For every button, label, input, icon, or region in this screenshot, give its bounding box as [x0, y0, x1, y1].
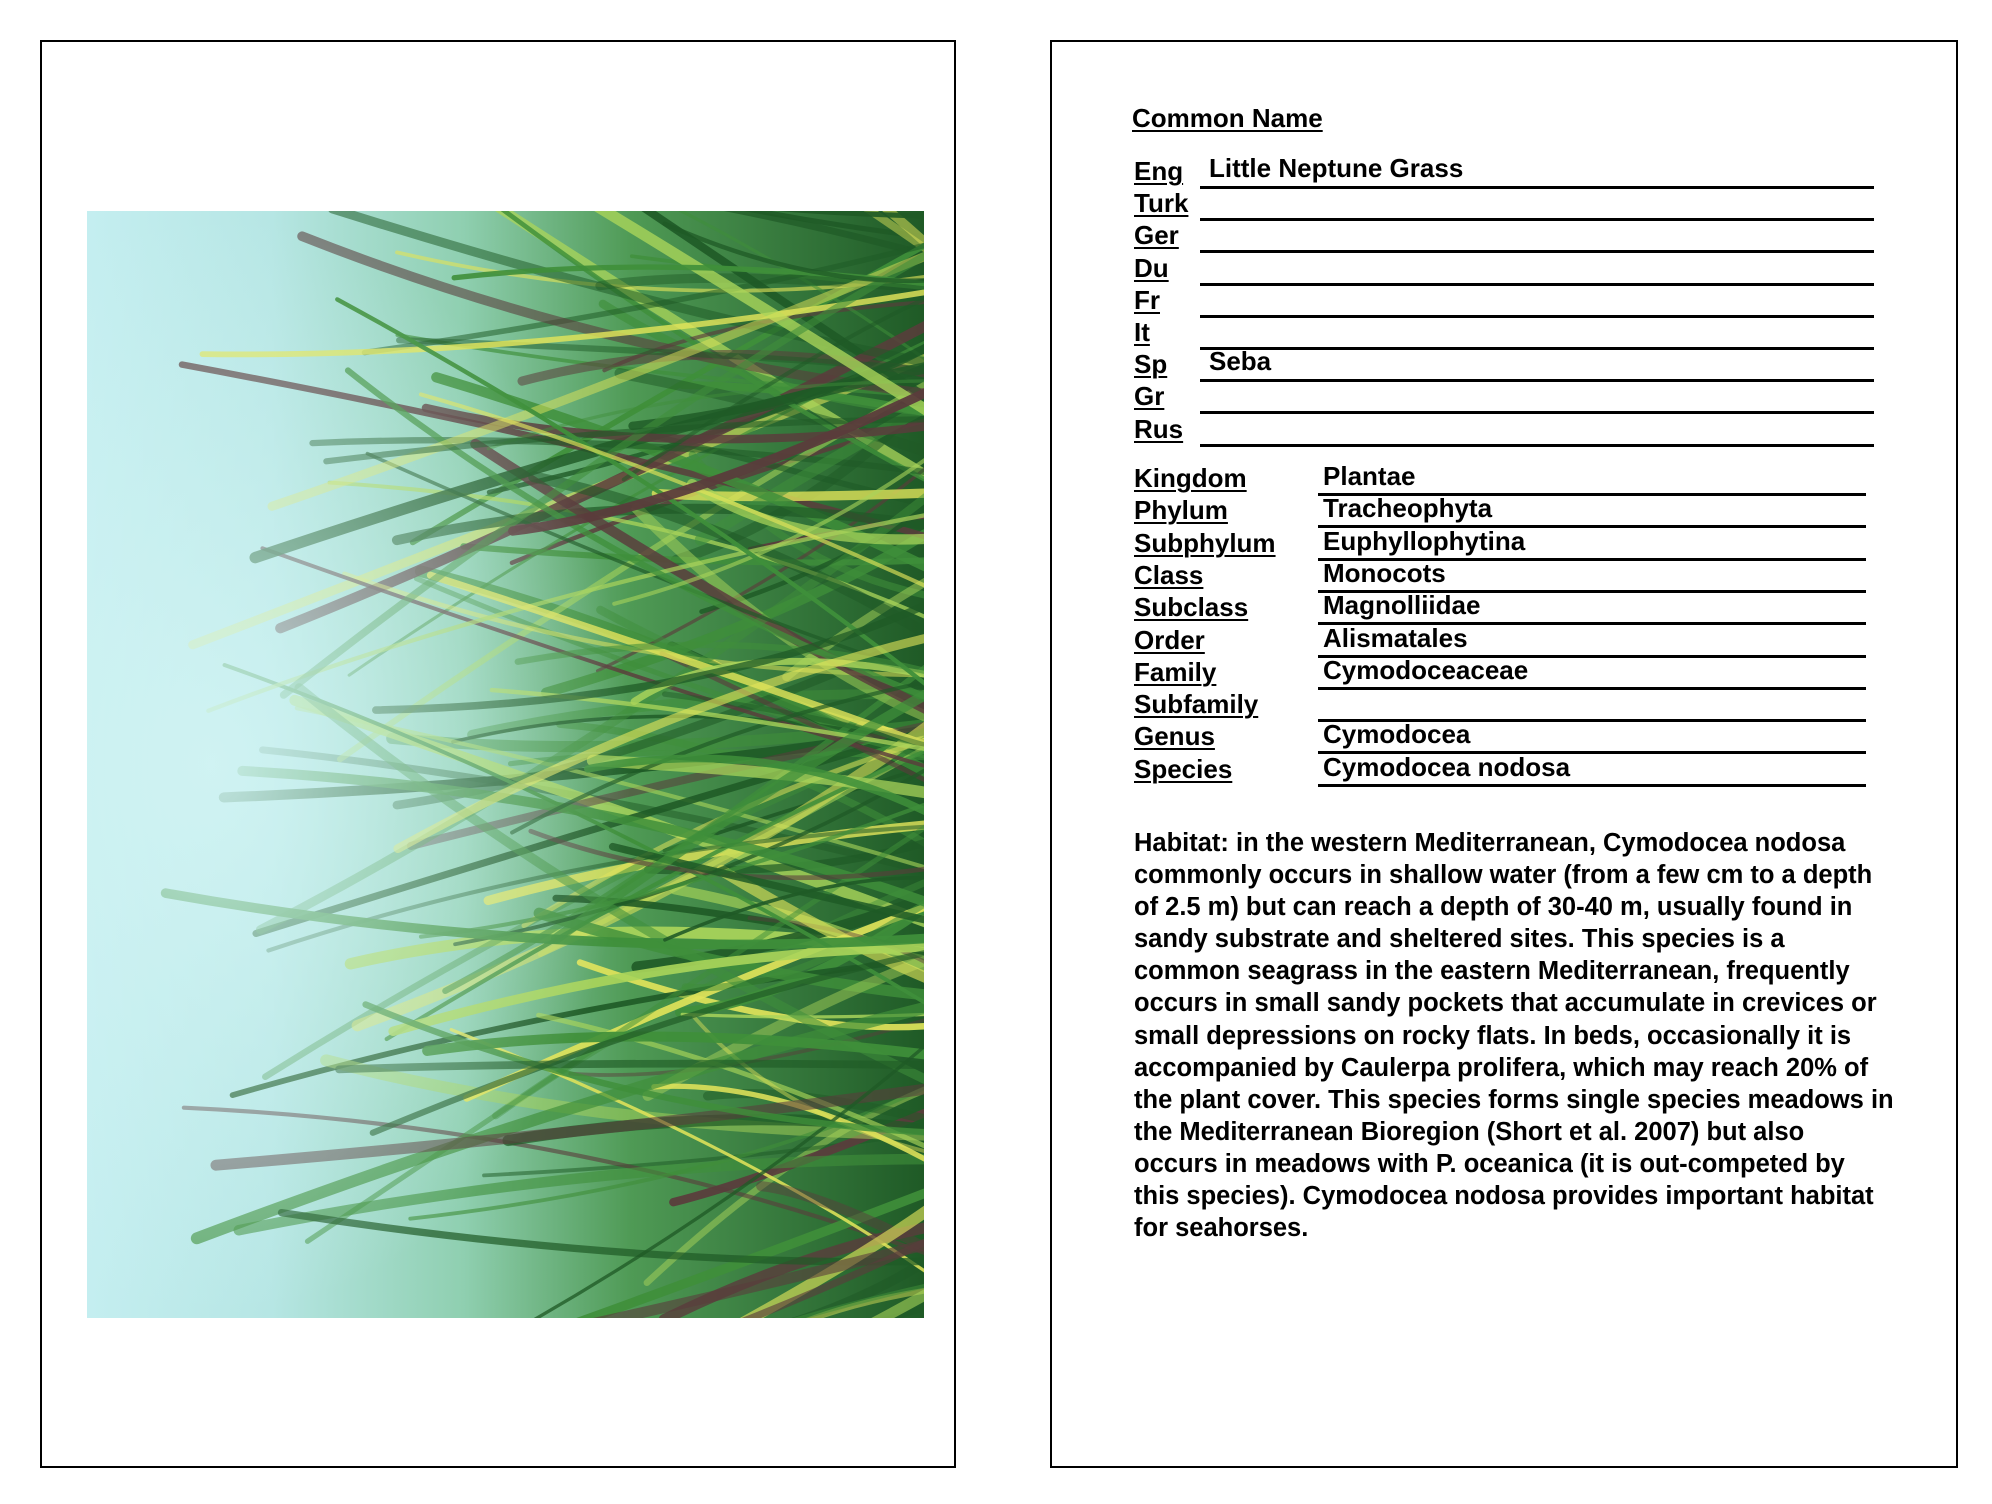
common-name-row	[1134, 415, 1874, 447]
taxonomy-row	[1134, 654, 1866, 690]
taxonomy-rank: Genus	[1134, 721, 1215, 752]
common-name-row	[1134, 189, 1874, 221]
common-name-row	[1134, 254, 1874, 286]
taxonomy-rank: Order	[1134, 624, 1205, 655]
language-code: Rus	[1134, 413, 1184, 444]
common-name-row	[1134, 286, 1874, 318]
taxonomy-rank: Kingdom	[1134, 463, 1247, 493]
taxonomy-value: Monocots	[1323, 557, 1446, 588]
language-value-line	[1200, 153, 1874, 189]
language-value-line	[1200, 220, 1874, 253]
language-code: Sp	[1134, 349, 1168, 380]
taxonomy-rank: Subphylum	[1134, 527, 1276, 558]
taxonomy-value-line	[1318, 525, 1866, 561]
taxonomy-row	[1134, 690, 1866, 722]
taxonomy-value: Cymodoceaceae	[1323, 654, 1529, 685]
taxonomy-value: Plantae	[1323, 461, 1416, 491]
taxonomy-value-line	[1318, 721, 1866, 754]
taxonomy-rank: Family	[1134, 656, 1217, 687]
taxonomy-rank: Phylum	[1134, 495, 1228, 526]
seagrass-photo	[87, 211, 924, 1318]
taxonomy-value: Cymodocea	[1323, 719, 1471, 750]
taxonomy-rank: Species	[1134, 753, 1233, 784]
language-value-line	[1200, 317, 1874, 350]
common-name-row	[1134, 382, 1874, 414]
language-value-line	[1200, 414, 1874, 447]
taxonomy-value-line	[1318, 557, 1866, 593]
taxonomy-value-line	[1318, 495, 1866, 528]
language-code: Eng	[1134, 156, 1184, 186]
language-code: Turk	[1134, 188, 1189, 219]
language-value-line	[1200, 285, 1874, 318]
taxonomy-rank: Subclass	[1134, 592, 1249, 623]
language-value-line	[1200, 346, 1874, 382]
taxonomy-value: Magnolliidae	[1323, 590, 1481, 621]
photo-card	[40, 40, 956, 1468]
taxonomy-value: Cymodocea nodosa	[1323, 751, 1571, 782]
taxonomy-value-line	[1318, 592, 1866, 625]
taxonomy-value-line	[1318, 654, 1866, 690]
language-value-line	[1200, 381, 1874, 414]
taxonomy-row	[1134, 461, 1866, 496]
language-value: Seba	[1209, 346, 1272, 377]
taxonomy-rank: Class	[1134, 559, 1204, 590]
taxonomy-row	[1134, 719, 1866, 754]
taxonomy-value-line	[1318, 622, 1866, 658]
common-name-row	[1134, 346, 1874, 382]
common-name-title: Common Name	[1132, 103, 1323, 133]
language-code: It	[1134, 317, 1150, 347]
language-code: Fr	[1134, 284, 1160, 315]
info-card	[1050, 40, 1958, 1468]
taxonomy-row	[1134, 493, 1866, 528]
taxonomy-row	[1134, 525, 1866, 561]
language-value: Little Neptune Grass	[1209, 153, 1464, 183]
habitat-text: Habitat: in the western Mediterranean, Cymodocea nodosa commonly occurs in shallow water (from a few cm to a depth of 2.5 m) but can reach a depth of 30-40 m, usually found in sandy substrate and sheltered sites. This species is a common seagrass in the eastern Mediterranean, frequently occurs in small sandy pockets that accumulate in crevices or small depressions on rocky flats. In beds, occasionally it is accompanied by Caulerpa prolifera, which may reach 20% of the plant cover. This species forms single species meadows in the Mediterranean Bioregion (Short et al. 2007) but also occurs in meadows with P. oceanica (it is out-competed by this species). Cymodocea nodosa provides important habitat for seahorses.	[1134, 829, 1894, 1243]
taxonomy-row	[1134, 622, 1866, 658]
taxonomy-value-line	[1318, 751, 1866, 787]
language-value-line	[1200, 253, 1874, 286]
language-value-line	[1200, 188, 1874, 221]
common-name-row	[1134, 318, 1874, 350]
taxonomy-row	[1134, 590, 1866, 625]
taxonomy-row	[1134, 557, 1866, 593]
taxonomy-value: Tracheophyta	[1323, 493, 1493, 524]
taxonomy-row	[1134, 751, 1866, 787]
taxonomy-value: Euphyllophytina	[1323, 525, 1526, 556]
language-code: Du	[1134, 252, 1169, 283]
language-code: Ger	[1134, 220, 1179, 251]
taxonomy-value: Alismatales	[1323, 622, 1468, 653]
seagrass-image	[87, 211, 924, 1318]
language-code: Gr	[1134, 381, 1165, 412]
taxonomy-rank: Subfamily	[1134, 689, 1259, 720]
taxonomy-value-line	[1318, 689, 1866, 722]
taxonomy-value-line	[1318, 463, 1866, 496]
common-name-row	[1134, 221, 1874, 253]
common-name-row	[1134, 153, 1874, 189]
